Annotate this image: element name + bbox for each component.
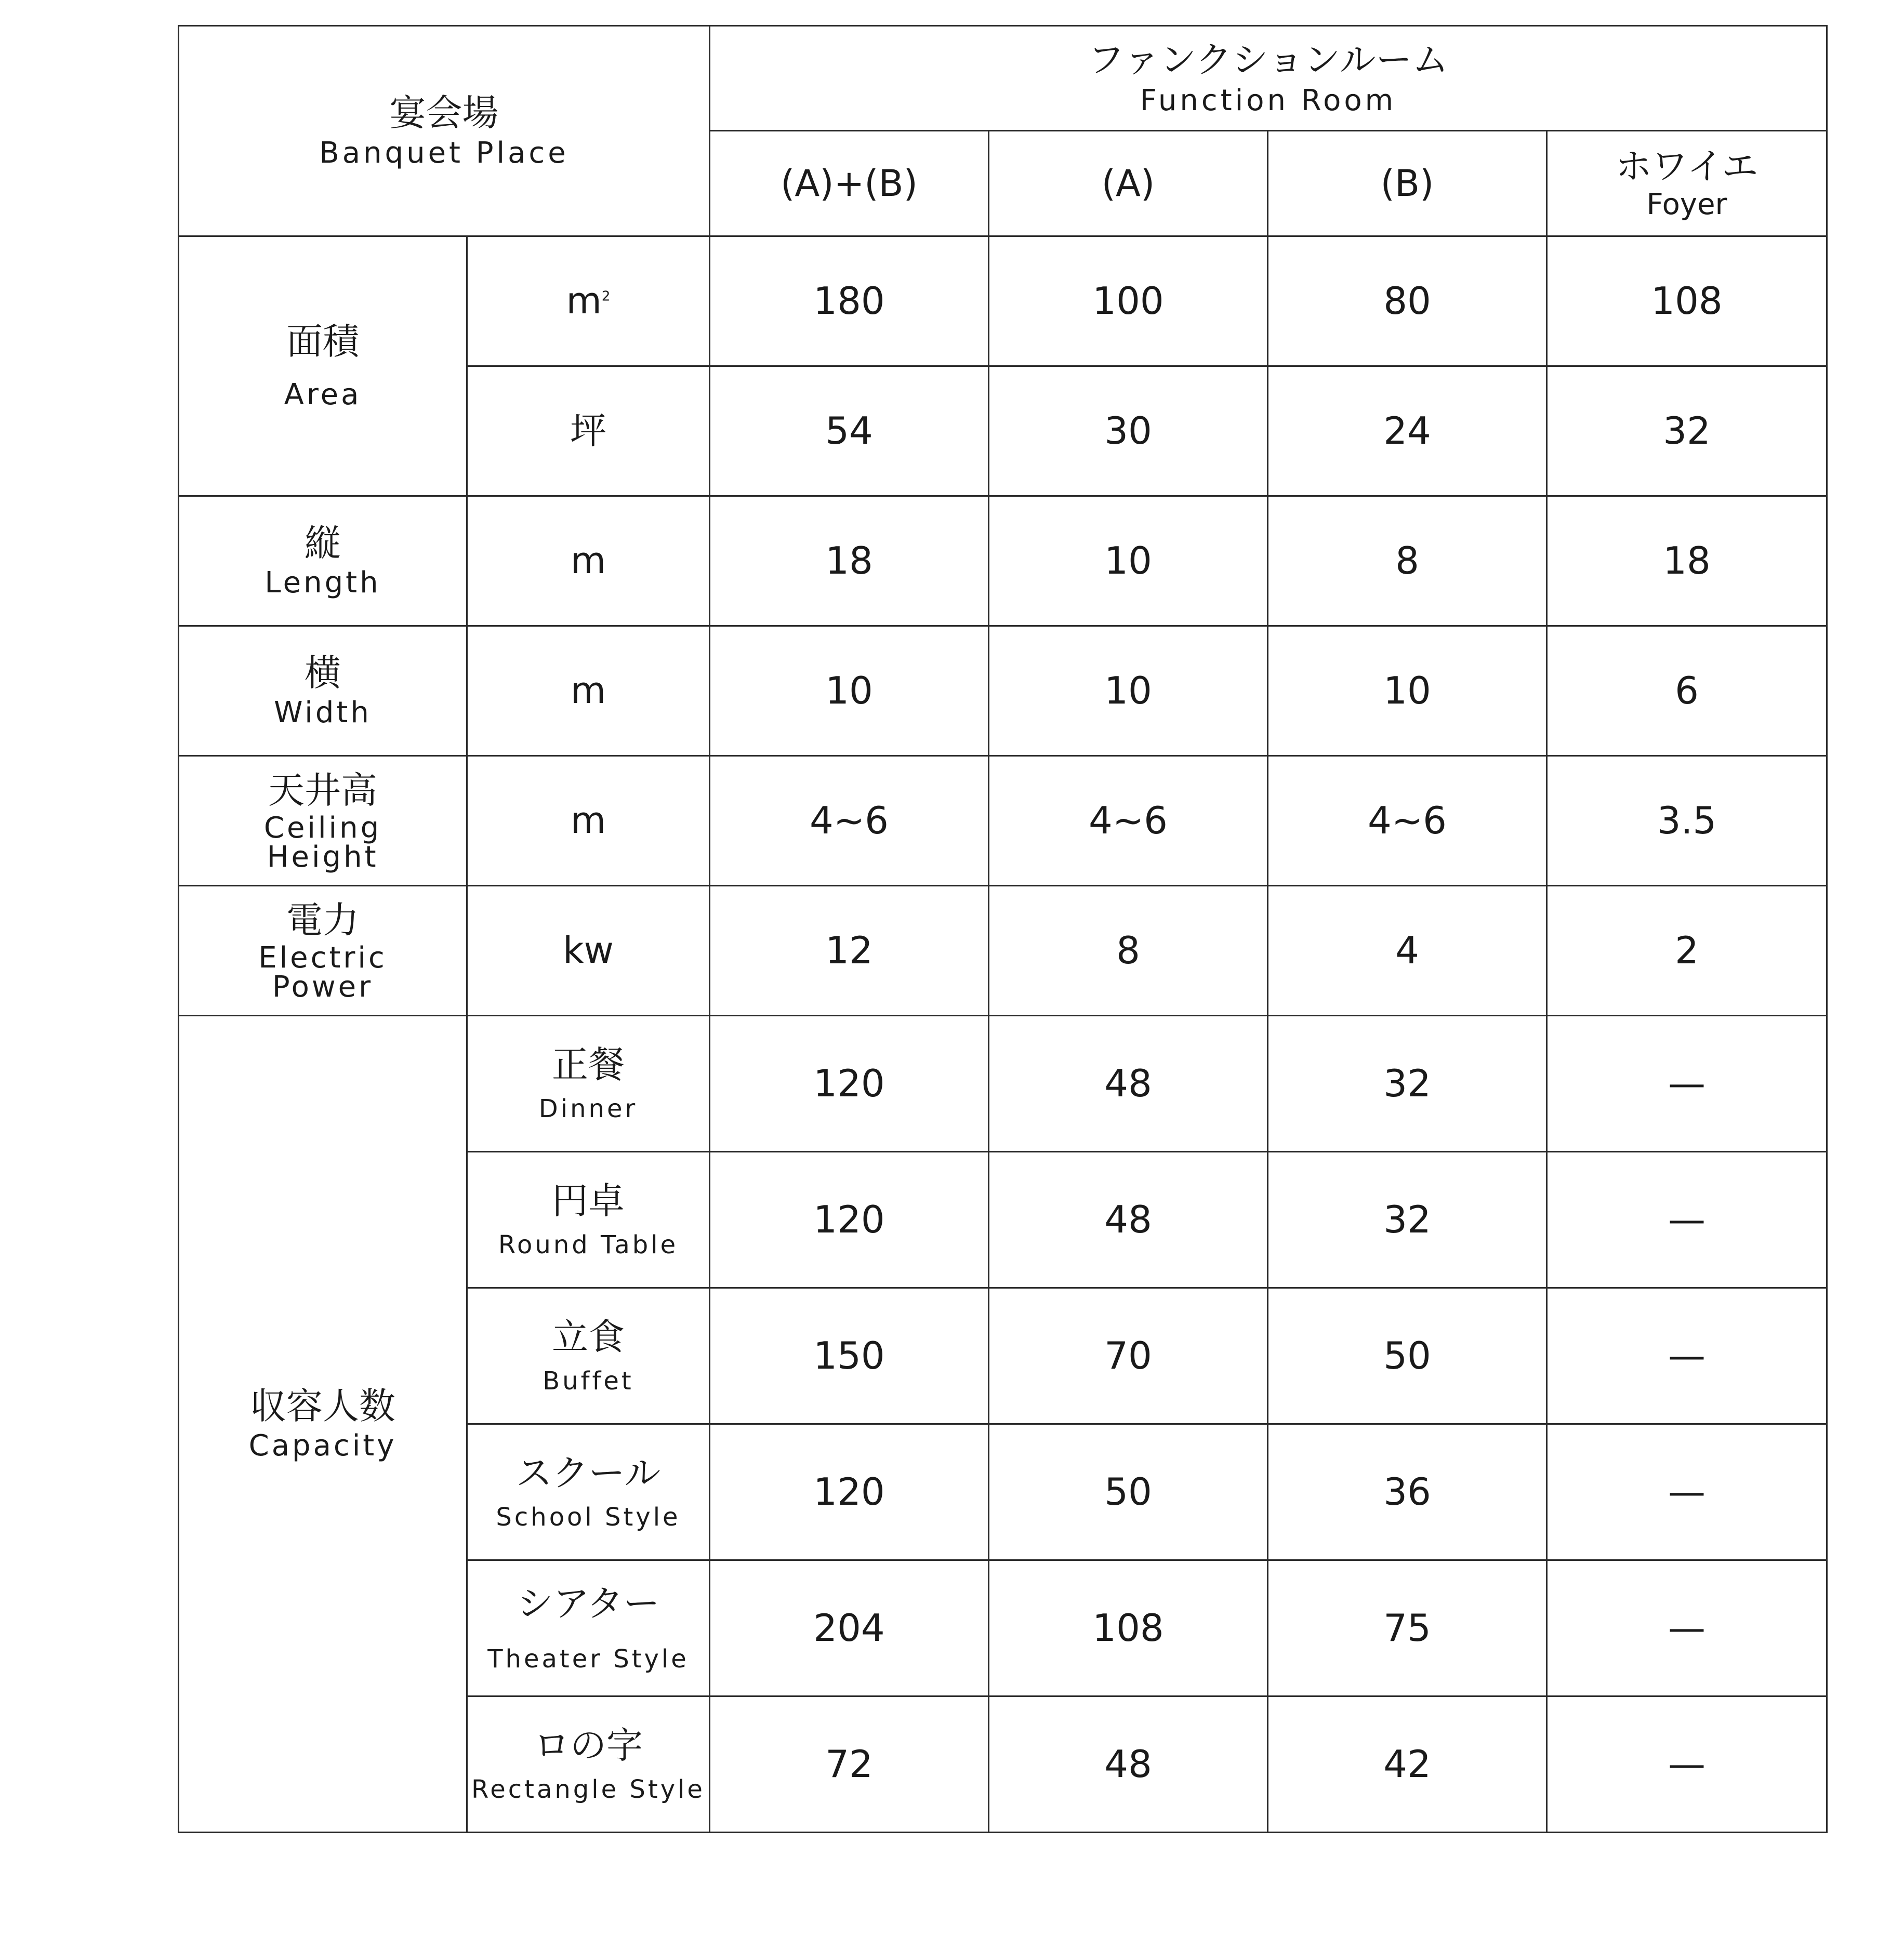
column-header-ab-label: (A)+(B) — [781, 162, 918, 205]
value-cell: 10 — [989, 626, 1268, 756]
ceiling-row — [179, 756, 1827, 886]
value-cell: 50 — [1268, 1288, 1547, 1424]
width-label-en: Width — [274, 695, 372, 730]
value-cell: 204 — [710, 1560, 989, 1696]
area-label-jp: 面積 — [286, 320, 359, 363]
value-cell: 18 — [710, 496, 989, 626]
value-cell: 32 — [1268, 1016, 1547, 1152]
value-cell: 108 — [1547, 236, 1827, 366]
capacity-label — [179, 1016, 467, 1833]
value-cell: 48 — [989, 1016, 1268, 1152]
length-label — [179, 496, 467, 626]
column-header-b-label: (B) — [1380, 162, 1434, 205]
capacity-label-en: Capacity — [248, 1428, 397, 1463]
value-cell: — — [1547, 1696, 1827, 1833]
value-cell: 70 — [989, 1288, 1268, 1424]
capacity-row-dinner — [179, 1016, 1827, 1152]
value-cell: 72 — [710, 1696, 989, 1833]
unit-sqm: $m^2$ — [467, 236, 710, 366]
value-cell: 24 — [1268, 366, 1547, 496]
column-header-foyer-en: Foyer — [1646, 188, 1727, 222]
length-label-jp: 縦 — [305, 522, 341, 565]
power-label-en-1: Electric — [258, 940, 387, 975]
value-cell: 120 — [710, 1152, 989, 1288]
value-cell: 42 — [1268, 1696, 1547, 1833]
value-cell: 50 — [989, 1424, 1268, 1560]
area-row-sqm — [179, 236, 1827, 366]
value-cell: 6 — [1547, 626, 1827, 756]
style-label: スクール School Style — [467, 1424, 710, 1560]
value-cell: 10 — [710, 626, 989, 756]
value-cell: — — [1547, 1288, 1827, 1424]
style-label: 正餐 Dinner — [467, 1016, 710, 1152]
area-label — [179, 236, 467, 496]
value-cell: — — [1547, 1152, 1827, 1288]
power-label-en-2: Power — [272, 970, 374, 1004]
length-label-en: Length — [265, 565, 381, 600]
banquet-place-en: Banquet Place — [319, 136, 569, 170]
value-cell: 36 — [1268, 1424, 1547, 1560]
ceiling-label — [179, 756, 467, 886]
value-cell: 54 — [710, 366, 989, 496]
column-header-ab — [710, 131, 989, 236]
value-cell: 30 — [989, 366, 1268, 496]
ceiling-label-en-2: Height — [267, 840, 379, 874]
value-cell: 4 — [1268, 886, 1547, 1016]
banquet-spec-table — [178, 25, 1828, 1833]
value-cell: 2 — [1547, 886, 1827, 1016]
function-room-jp: ファンクションルーム — [1088, 38, 1449, 82]
power-label-jp: 電力 — [286, 899, 359, 942]
unit-m: m — [467, 496, 710, 626]
ceiling-label-jp: 天井高 — [268, 769, 377, 812]
value-cell: 48 — [989, 1152, 1268, 1288]
value-cell: 8 — [989, 886, 1268, 1016]
column-header-foyer — [1547, 131, 1827, 236]
area-label-en: Area — [284, 377, 362, 412]
value-cell: 48 — [989, 1696, 1268, 1833]
width-row — [179, 626, 1827, 756]
value-cell: — — [1547, 1560, 1827, 1696]
function-room-en: Function Room — [1140, 83, 1397, 117]
value-cell: 100 — [989, 236, 1268, 366]
value-cell: 4~6 — [710, 756, 989, 886]
unit-tsubo: 坪 — [467, 366, 710, 496]
value-cell: — — [1547, 1424, 1827, 1560]
power-label — [179, 886, 467, 1016]
value-cell: 18 — [1547, 496, 1827, 626]
banquet-place-header — [179, 26, 710, 236]
length-row — [179, 496, 1827, 626]
column-header-foyer-jp: ホワイエ — [1615, 144, 1758, 188]
value-cell: 10 — [1268, 626, 1547, 756]
value-cell: 120 — [710, 1016, 989, 1152]
style-label: シアター Theater Style — [467, 1560, 710, 1696]
value-cell: — — [1547, 1016, 1827, 1152]
ceiling-label-en-1: Ceiling — [263, 811, 382, 845]
header-row-1 — [179, 26, 1827, 131]
value-cell: 80 — [1268, 236, 1547, 366]
value-cell: 180 — [710, 236, 989, 366]
value-cell: 4~6 — [989, 756, 1268, 886]
value-cell: 108 — [989, 1560, 1268, 1696]
capacity-label-jp: 収容人数 — [250, 1385, 395, 1428]
value-cell: 4~6 — [1268, 756, 1547, 886]
width-label — [179, 626, 467, 756]
column-header-a-label: (A) — [1101, 162, 1155, 205]
banquet-place-jp: 宴会場 — [389, 91, 499, 134]
unit-kw: kw — [467, 886, 710, 1016]
style-label: 立食 Buffet — [467, 1288, 710, 1424]
column-header-a — [989, 131, 1268, 236]
unit-m: m — [467, 626, 710, 756]
value-cell: 8 — [1268, 496, 1547, 626]
value-cell: 120 — [710, 1424, 989, 1560]
power-row — [179, 886, 1827, 1016]
width-label-jp: 横 — [305, 652, 341, 695]
function-room-header — [710, 26, 1827, 131]
value-cell: 10 — [989, 496, 1268, 626]
value-cell: 75 — [1268, 1560, 1547, 1696]
value-cell: 32 — [1547, 366, 1827, 496]
unit-m: m — [467, 756, 710, 886]
value-cell: 12 — [710, 886, 989, 1016]
value-cell: 150 — [710, 1288, 989, 1424]
style-label: 円卓 Round Table — [467, 1152, 710, 1288]
column-header-b — [1268, 131, 1547, 236]
style-label: ロの字 Rectangle Style — [467, 1696, 710, 1833]
value-cell: 3.5 — [1547, 756, 1827, 886]
value-cell: 32 — [1268, 1152, 1547, 1288]
